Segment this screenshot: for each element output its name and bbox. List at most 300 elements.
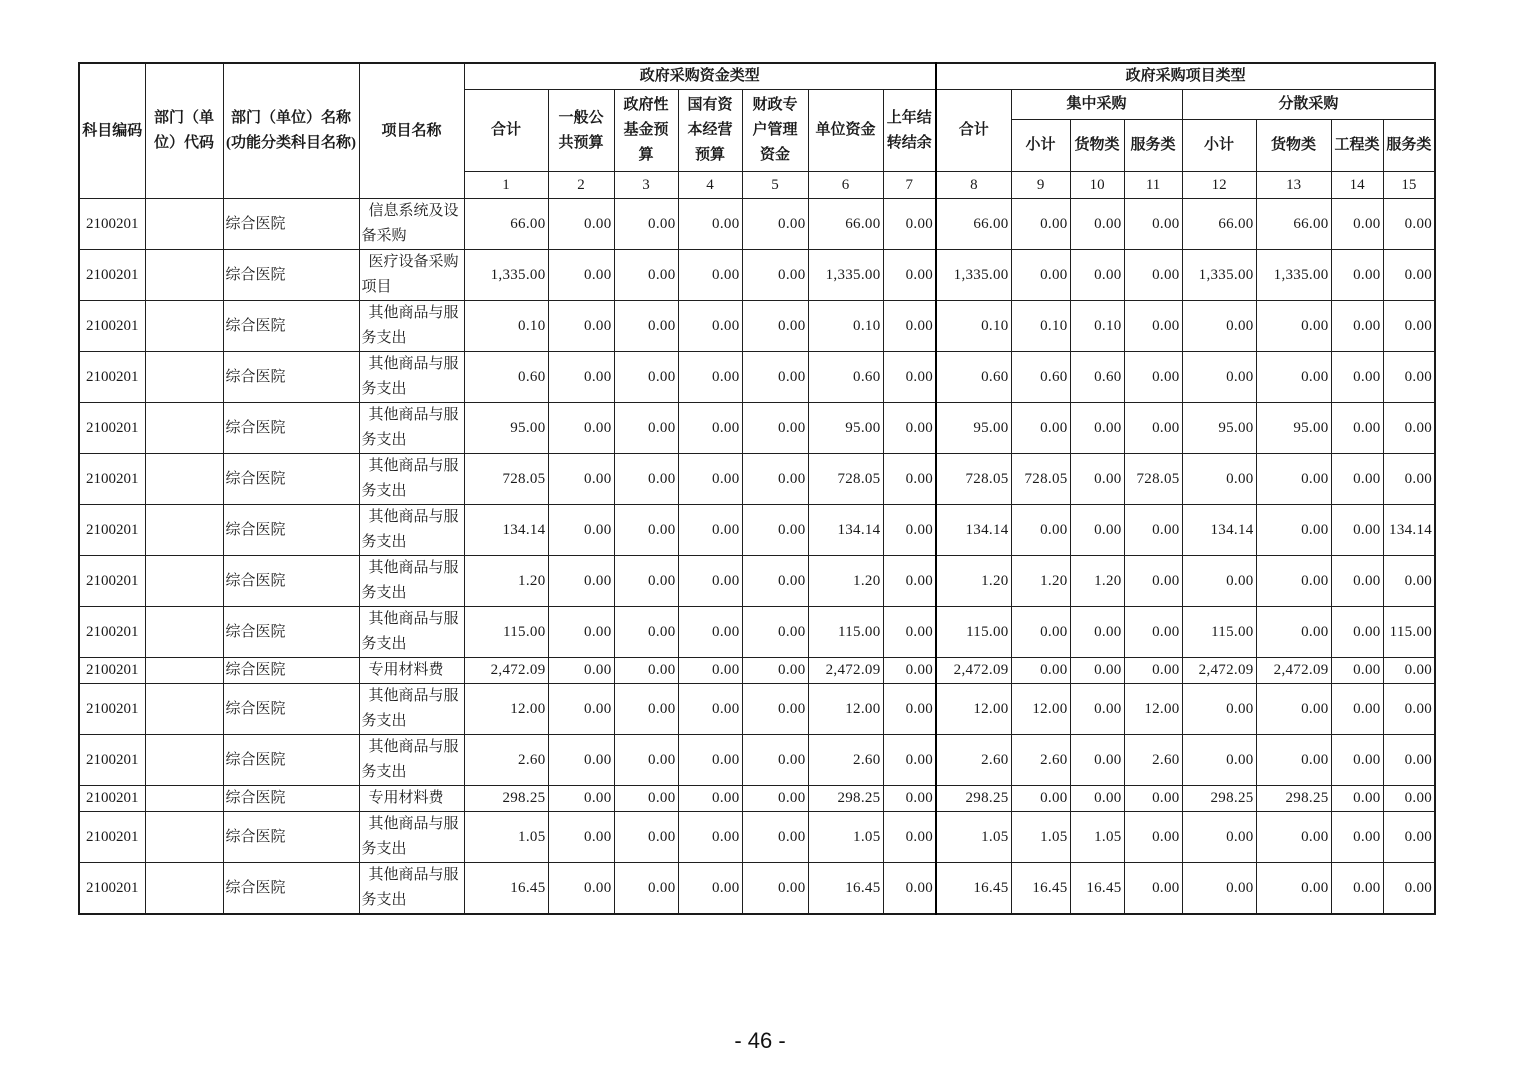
value-cell: 0.00 [1256,863,1331,915]
column-number: 14 [1331,172,1383,199]
value-cell: 95.00 [936,403,1011,454]
project-name-cell: 医疗设备采购项目 [359,250,464,301]
subject-code-cell: 2100201 [79,352,145,403]
value-cell: 1,335.00 [1256,250,1331,301]
dept-code-cell [145,863,223,915]
value-cell: 66.00 [1182,199,1256,250]
value-cell: 0.00 [742,735,808,786]
value-cell: 0.00 [1011,199,1070,250]
table-row [79,301,1435,352]
value-cell: 0.00 [1383,658,1435,684]
value-cell: 0.00 [614,301,678,352]
value-cell: 0.00 [1182,454,1256,505]
project-name-cell: 其他商品与服务支出 [359,812,464,863]
header-dec-subtotal: 小计 [1182,120,1256,172]
value-cell: 0.00 [1124,607,1182,658]
column-number: 8 [936,172,1011,199]
value-cell: 95.00 [1256,403,1331,454]
value-cell: 0.00 [1256,556,1331,607]
value-cell: 0.00 [678,684,742,735]
value-cell: 1.05 [464,812,548,863]
column-number: 13 [1256,172,1331,199]
value-cell: 0.00 [742,556,808,607]
project-name-cell: 其他商品与服务支出 [359,505,464,556]
value-cell: 0.00 [614,505,678,556]
header-dec-services: 服务类 [1383,120,1435,172]
subject-code-cell: 2100201 [79,812,145,863]
value-cell: 298.25 [464,786,548,812]
value-cell: 0.00 [1256,684,1331,735]
value-cell: 0.00 [1011,658,1070,684]
dept-name-cell: 综合医院 [223,199,359,250]
value-cell: 1.05 [1011,812,1070,863]
value-cell: 0.00 [1070,403,1124,454]
value-cell: 0.00 [1383,301,1435,352]
value-cell: 0.00 [1331,199,1383,250]
value-cell: 0.00 [1331,863,1383,915]
value-cell: 0.00 [1331,505,1383,556]
value-cell: 0.00 [678,607,742,658]
value-cell: 0.00 [1383,454,1435,505]
value-cell: 2,472.09 [464,658,548,684]
value-cell: 0.00 [1182,556,1256,607]
value-cell: 0.00 [614,863,678,915]
value-cell: 0.00 [1383,812,1435,863]
value-cell: 0.00 [548,403,614,454]
dept-code-cell [145,786,223,812]
value-cell: 0.00 [1331,301,1383,352]
value-cell: 0.00 [1331,735,1383,786]
value-cell: 0.00 [1070,199,1124,250]
value-cell: 0.10 [808,301,883,352]
dept-code-cell [145,658,223,684]
dept-code-cell [145,812,223,863]
value-cell: 1.20 [808,556,883,607]
table-row [79,199,1435,250]
value-cell: 0.00 [678,812,742,863]
value-cell: 2,472.09 [808,658,883,684]
value-cell: 0.00 [1256,812,1331,863]
value-cell: 0.00 [883,403,936,454]
column-number: 2 [548,172,614,199]
value-cell: 0.00 [1256,505,1331,556]
value-cell: 0.00 [1256,352,1331,403]
dept-name-cell: 综合医院 [223,812,359,863]
value-cell: 0.00 [1383,556,1435,607]
value-cell: 298.25 [1182,786,1256,812]
header-state-capital-budget: 国有资本经营预算 [678,90,742,172]
header-cent-services: 服务类 [1124,120,1182,172]
value-cell: 0.00 [548,352,614,403]
value-cell: 0.00 [742,786,808,812]
value-cell: 0.00 [883,301,936,352]
subject-code-cell: 2100201 [79,505,145,556]
value-cell: 0.00 [614,735,678,786]
value-cell: 0.00 [883,607,936,658]
dept-name-cell: 综合医院 [223,352,359,403]
project-name-cell: 其他商品与服务支出 [359,301,464,352]
value-cell: 0.00 [1124,786,1182,812]
value-cell: 0.00 [1331,352,1383,403]
value-cell: 0.00 [1182,352,1256,403]
header-dept-code: 部门（单位）代码 [145,63,223,199]
value-cell: 0.00 [1070,684,1124,735]
dept-code-cell [145,607,223,658]
value-cell: 0.00 [742,301,808,352]
value-cell: 2.60 [1124,735,1182,786]
value-cell: 12.00 [1124,684,1182,735]
value-cell: 0.00 [1383,786,1435,812]
column-number: 4 [678,172,742,199]
header-project-name: 项目名称 [359,63,464,199]
dept-code-cell [145,301,223,352]
header-dept-name: 部门（单位）名称(功能分类科目名称) [223,63,359,199]
column-number: 1 [464,172,548,199]
value-cell: 298.25 [936,786,1011,812]
column-number: 3 [614,172,678,199]
value-cell: 0.00 [1182,301,1256,352]
dept-name-cell: 综合医院 [223,658,359,684]
dept-name-cell: 综合医院 [223,250,359,301]
value-cell: 0.60 [1011,352,1070,403]
table-row [79,403,1435,454]
value-cell: 0.00 [1182,863,1256,915]
table-row [79,352,1435,403]
value-cell: 2.60 [1011,735,1070,786]
value-cell: 0.00 [1011,250,1070,301]
value-cell: 0.00 [614,684,678,735]
value-cell: 0.00 [678,250,742,301]
value-cell: 0.00 [678,454,742,505]
value-cell: 115.00 [1182,607,1256,658]
value-cell: 2,472.09 [1256,658,1331,684]
header-general-budget: 一般公共预算 [548,90,614,172]
value-cell: 0.00 [1182,684,1256,735]
subject-code-cell: 2100201 [79,403,145,454]
value-cell: 0.00 [1331,684,1383,735]
value-cell: 0.00 [1011,403,1070,454]
header-dec-goods: 货物类 [1256,120,1331,172]
value-cell: 134.14 [808,505,883,556]
value-cell: 0.00 [1383,863,1435,915]
value-cell: 0.00 [1331,786,1383,812]
value-cell: 0.60 [936,352,1011,403]
value-cell: 0.00 [1124,199,1182,250]
value-cell: 0.00 [742,199,808,250]
value-cell: 0.00 [614,607,678,658]
value-cell: 0.00 [1011,786,1070,812]
project-name-cell: 其他商品与服务支出 [359,556,464,607]
value-cell: 0.00 [1124,863,1182,915]
column-number: 12 [1182,172,1256,199]
value-cell: 0.00 [1182,812,1256,863]
value-cell: 2.60 [808,735,883,786]
value-cell: 0.00 [1256,607,1331,658]
value-cell: 1,335.00 [464,250,548,301]
header-funds-total: 合计 [464,90,548,172]
value-cell: 0.00 [1383,735,1435,786]
value-cell: 0.00 [678,352,742,403]
value-cell: 0.00 [1256,454,1331,505]
value-cell: 728.05 [1124,454,1182,505]
value-cell: 0.00 [1124,352,1182,403]
subject-code-cell: 2100201 [79,863,145,915]
header-dec-works: 工程类 [1331,120,1383,172]
value-cell: 0.00 [742,684,808,735]
value-cell: 0.10 [1070,301,1124,352]
table-row [79,607,1435,658]
table-row [79,505,1435,556]
project-name-cell: 其他商品与服务支出 [359,863,464,915]
table-row [79,786,1435,812]
value-cell: 0.00 [548,786,614,812]
value-cell: 0.00 [1124,556,1182,607]
header-cent-subtotal: 小计 [1011,120,1070,172]
header-subject-code: 科目编码 [79,63,145,199]
value-cell: 0.00 [614,658,678,684]
value-cell: 0.00 [548,684,614,735]
header-centralized: 集中采购 [1011,90,1182,120]
value-cell: 12.00 [464,684,548,735]
value-cell: 0.00 [678,556,742,607]
value-cell: 0.00 [614,812,678,863]
value-cell: 0.00 [548,454,614,505]
header-carryover: 上年结转结余 [883,90,936,172]
value-cell: 0.00 [614,454,678,505]
value-cell: 0.00 [1011,505,1070,556]
value-cell: 0.00 [1331,403,1383,454]
value-cell: 0.00 [548,735,614,786]
value-cell: 0.00 [1124,250,1182,301]
column-number: 6 [808,172,883,199]
dept-name-cell: 综合医院 [223,684,359,735]
table-row [79,556,1435,607]
value-cell: 16.45 [808,863,883,915]
subject-code-cell: 2100201 [79,658,145,684]
value-cell: 0.00 [1070,250,1124,301]
value-cell: 0.00 [742,658,808,684]
value-cell: 2.60 [464,735,548,786]
header-decentralized: 分散采购 [1182,90,1435,120]
project-name-cell: 其他商品与服务支出 [359,607,464,658]
value-cell: 0.00 [678,403,742,454]
subject-code-cell: 2100201 [79,786,145,812]
value-cell: 1,335.00 [808,250,883,301]
project-name-cell: 专用材料费 [359,786,464,812]
header-cent-goods: 货物类 [1070,120,1124,172]
table-row [79,250,1435,301]
dept-code-cell [145,250,223,301]
value-cell: 0.00 [1383,684,1435,735]
value-cell: 115.00 [464,607,548,658]
value-cell: 0.00 [614,556,678,607]
subject-code-cell: 2100201 [79,556,145,607]
value-cell: 0.00 [1383,403,1435,454]
subject-code-cell: 2100201 [79,301,145,352]
value-cell: 0.00 [742,352,808,403]
header-group-types: 政府采购项目类型 [936,63,1435,90]
value-cell: 95.00 [464,403,548,454]
value-cell: 0.10 [1011,301,1070,352]
value-cell: 0.00 [614,352,678,403]
table-row [79,812,1435,863]
value-cell: 16.45 [464,863,548,915]
value-cell: 0.00 [678,786,742,812]
dept-name-cell: 综合医院 [223,863,359,915]
value-cell: 1.05 [1070,812,1124,863]
value-cell: 0.00 [548,505,614,556]
value-cell: 134.14 [1383,505,1435,556]
value-cell: 0.00 [548,250,614,301]
value-cell: 0.00 [1182,735,1256,786]
subject-code-cell: 2100201 [79,454,145,505]
dept-code-cell [145,199,223,250]
value-cell: 0.00 [1331,658,1383,684]
value-cell: 0.00 [883,684,936,735]
dept-code-cell [145,454,223,505]
value-cell: 0.00 [678,735,742,786]
project-name-cell: 信息系统及设备采购 [359,199,464,250]
dept-name-cell: 综合医院 [223,505,359,556]
dept-name-cell: 综合医院 [223,735,359,786]
value-cell: 0.00 [1383,352,1435,403]
value-cell: 0.00 [548,812,614,863]
value-cell: 0.00 [883,250,936,301]
value-cell: 728.05 [808,454,883,505]
header-gov-fund-budget: 政府性基金预算 [614,90,678,172]
dept-name-cell: 综合医院 [223,786,359,812]
header-unit-funds: 单位资金 [808,90,883,172]
value-cell: 2,472.09 [1182,658,1256,684]
value-cell: 728.05 [936,454,1011,505]
value-cell: 0.00 [678,301,742,352]
value-cell: 298.25 [808,786,883,812]
value-cell: 0.00 [1124,301,1182,352]
dept-code-cell [145,735,223,786]
subject-code-cell: 2100201 [79,199,145,250]
value-cell: 0.00 [678,505,742,556]
value-cell: 66.00 [1256,199,1331,250]
value-cell: 0.00 [614,250,678,301]
table-row [79,863,1435,915]
dept-code-cell [145,556,223,607]
value-cell: 134.14 [1182,505,1256,556]
value-cell: 0.00 [1070,505,1124,556]
value-cell: 0.00 [1070,607,1124,658]
value-cell: 0.00 [742,863,808,915]
value-cell: 0.00 [1383,250,1435,301]
value-cell: 95.00 [1182,403,1256,454]
dept-code-cell [145,505,223,556]
value-cell: 728.05 [1011,454,1070,505]
value-cell: 0.10 [464,301,548,352]
project-name-cell: 其他商品与服务支出 [359,403,464,454]
value-cell: 0.00 [883,505,936,556]
value-cell: 0.00 [742,403,808,454]
value-cell: 728.05 [464,454,548,505]
column-number: 15 [1383,172,1435,199]
value-cell: 0.10 [936,301,1011,352]
value-cell: 0.00 [883,199,936,250]
value-cell: 0.00 [1011,607,1070,658]
value-cell: 0.00 [548,607,614,658]
subject-code-cell: 2100201 [79,250,145,301]
value-cell: 0.00 [883,556,936,607]
value-cell: 0.00 [678,658,742,684]
value-cell: 0.00 [548,556,614,607]
dept-name-cell: 综合医院 [223,403,359,454]
value-cell: 66.00 [808,199,883,250]
value-cell: 298.25 [1256,786,1331,812]
value-cell: 1.20 [1011,556,1070,607]
column-number: 7 [883,172,936,199]
value-cell: 0.00 [742,812,808,863]
dept-code-cell [145,403,223,454]
value-cell: 1.05 [936,812,1011,863]
value-cell: 2,472.09 [936,658,1011,684]
dept-code-cell [145,352,223,403]
column-number: 10 [1070,172,1124,199]
value-cell: 0.00 [1070,735,1124,786]
subject-code-cell: 2100201 [79,735,145,786]
value-cell: 2.60 [936,735,1011,786]
value-cell: 0.00 [1331,607,1383,658]
value-cell: 134.14 [936,505,1011,556]
value-cell: 0.00 [742,250,808,301]
value-cell: 0.00 [1331,812,1383,863]
value-cell: 0.00 [1124,505,1182,556]
header-fiscal-account-funds: 财政专户管理资金 [742,90,808,172]
table-row [79,658,1435,684]
dept-name-cell: 综合医院 [223,607,359,658]
value-cell: 0.00 [1124,812,1182,863]
value-cell: 0.00 [742,607,808,658]
value-cell: 95.00 [808,403,883,454]
procurement-table [78,62,1436,915]
value-cell: 1.20 [936,556,1011,607]
value-cell: 1.05 [808,812,883,863]
value-cell: 0.00 [1256,735,1331,786]
subject-code-cell: 2100201 [79,684,145,735]
value-cell: 0.00 [1383,199,1435,250]
value-cell: 12.00 [808,684,883,735]
value-cell: 0.00 [1070,454,1124,505]
value-cell: 12.00 [1011,684,1070,735]
value-cell: 0.00 [1124,658,1182,684]
project-name-cell: 其他商品与服务支出 [359,735,464,786]
value-cell: 12.00 [936,684,1011,735]
value-cell: 1.20 [464,556,548,607]
value-cell: 0.00 [614,786,678,812]
value-cell: 16.45 [1070,863,1124,915]
value-cell: 0.00 [614,403,678,454]
table-row [79,454,1435,505]
value-cell: 1,335.00 [1182,250,1256,301]
value-cell: 115.00 [808,607,883,658]
value-cell: 0.00 [678,863,742,915]
value-cell: 0.00 [1331,556,1383,607]
value-cell: 0.00 [883,735,936,786]
dept-code-cell [145,684,223,735]
column-number: 11 [1124,172,1182,199]
value-cell: 1,335.00 [936,250,1011,301]
value-cell: 0.00 [1124,403,1182,454]
page-number: - 46 - [734,1028,786,1053]
value-cell: 0.60 [464,352,548,403]
value-cell: 0.60 [1070,352,1124,403]
project-name-cell: 其他商品与服务支出 [359,352,464,403]
value-cell: 0.00 [1331,250,1383,301]
